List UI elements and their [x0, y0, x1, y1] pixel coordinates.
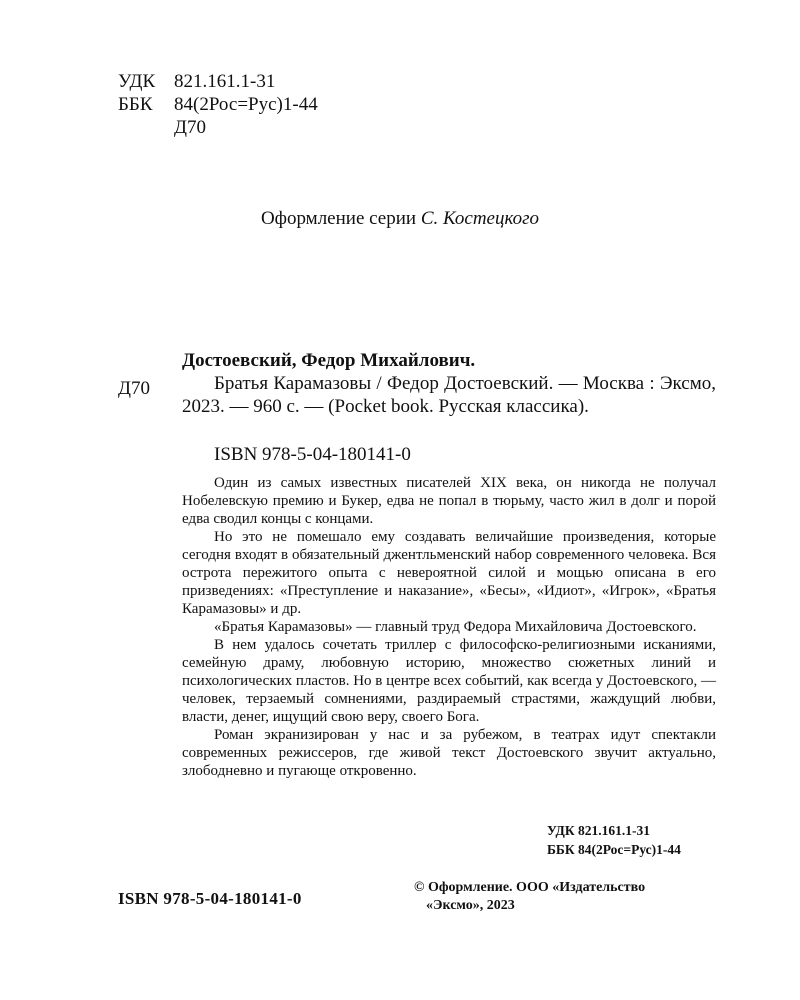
record-description: Братья Карамазовы / Федор Достоевский. — Москва : Эксмо, 2023. — 960 с. — (Pocket book. Русская классика).: [182, 373, 716, 417]
record-isbn: ISBN 978-5-04-180141-0: [214, 444, 411, 465]
footer-classification: [547, 821, 681, 859]
udk-value: 821.161.1-31: [174, 71, 276, 92]
series-design-credit: [0, 208, 800, 230]
copyright-line-2: «Эксмо», 2023: [426, 898, 515, 913]
annotation-paragraph: Роман экранизирован у нас и за рубежом, в театрах идут спектакли современных режиссеров, где живой текст Достоевского звучит актуально, злободневно и пугающе откровенно.: [182, 727, 716, 779]
footer-bbk: ББК 84(2Рос=Рус)1-44: [547, 842, 681, 857]
footer-udk: УДК 821.161.1-31: [547, 823, 650, 838]
record-author: Достоевский, Федор Михайлович.: [182, 350, 476, 371]
udk-label: УДК: [118, 71, 156, 92]
annotation-paragraph: Один из самых известных писателей XIX века, он никогда не получал Нобелевскую премию и Букер, едва не попал в тюрьму, часто жил в долг и порой едва сводил концы с концами.: [182, 475, 716, 527]
series-designer-name: С. Костецкого: [420, 208, 540, 229]
bbk-row: [118, 93, 318, 116]
udk-row: [118, 70, 318, 93]
annotation-paragraph: Но это не помешало ему создавать величайшие произведения, которые сегодня входят в обязательный джентльменский набор современного человека. Вся острота пережитого опыта с невероятной силой и мощью описана в его призведениях: «Преступление и наказание», «Бесы», «Идиот», «Игрок», «Братья Карамазовы» и др.: [182, 529, 716, 617]
bbk-value: 84(2Рос=Рус)1-44: [174, 94, 318, 115]
bbk-label: ББК: [118, 94, 153, 115]
footer-isbn: ISBN 978-5-04-180141-0: [118, 889, 302, 908]
cutter-code: Д70: [174, 117, 206, 138]
annotation-paragraph: «Братья Карамазовы» — главный труд Федора Михайловича Достоевского.: [214, 619, 697, 635]
record-cutter: Д70: [118, 378, 150, 399]
annotation: [182, 474, 716, 780]
copyright-line-1: © Оформление. ООО «Издательство: [414, 880, 646, 895]
annotation-paragraph: В нем удалось сочетать триллер с философско-религиозными исканиями, семейную драму, любовную историю, множество сюжетных линий и психологических пластов. Но в центре всех событий, как всегда у Достоевского, — человек, терзаемый сомнениями, раздираемый страстями, жаждущий любви, власти, денег, ищущий свою веру, своего Бога.: [182, 637, 716, 725]
classification-block: [118, 70, 318, 139]
series-design-prefix: Оформление серии: [260, 208, 417, 229]
copyright-notice: [414, 879, 645, 915]
cutter-row: [118, 116, 318, 139]
